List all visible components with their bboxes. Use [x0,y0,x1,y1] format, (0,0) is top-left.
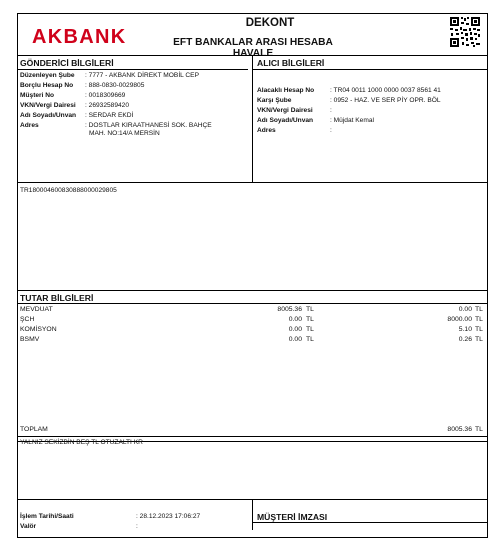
signature-title: MÜŞTERİ İMZASI [257,512,328,522]
amounts-title-underline [17,303,488,304]
receiver-tax-label: VKN/Vergi Dairesi [257,107,313,114]
valor-value: : [136,523,138,530]
amount-row-col1: 8005.36 [277,306,302,313]
amount-row-col2-unit: TL [475,306,483,313]
sender-tax-value: : 26932589420 [85,102,130,109]
sender-account-label: Borçlu Hesap No [20,82,74,89]
receiver-account-label: Alacaklı Hesap No [257,87,315,94]
sender-tax-label: VKN/Vergi Dairesi [20,102,76,109]
amount-row-label: KOMİSYON [20,326,57,333]
receiver-account-value: : TR04 0011 1000 0000 0037 8561 41 [330,87,441,94]
sender-address-value-line2: MAH. NO:14/A MERSİN [89,130,160,137]
amount-row-col1-unit: TL [306,316,314,323]
qr-code-icon [449,16,481,48]
party-divider [252,55,253,182]
amounts-section-title: TUTAR BİLGİLERİ [20,293,94,303]
total-divider [17,436,488,437]
receiver-address-label: Adres [257,127,276,134]
amount-row-col2-unit: TL [475,316,483,323]
sender-section-title: GÖNDERİCİ BİLGİLERİ [20,58,114,68]
sender-branch-label: Düzenleyen Şube [20,72,75,79]
receiver-branch-value: : 0952 - HAZ. VE SER PİY OPR. BÖL [330,97,441,104]
amount-row-col2: 0.26 [458,336,472,343]
sender-customer-no-value: : 0018309669 [85,92,126,99]
receiver-branch-label: Karşı Şube [257,97,292,104]
transaction-datetime-value: : 28.12.2023 17:06:27 [136,513,201,520]
bank-logo: AKBANK [32,26,127,48]
amount-row-col2-unit: TL [475,326,483,333]
sender-title-underline [17,69,248,70]
amount-row-col2-unit: TL [475,336,483,343]
amount-in-words: YALNIZ SEKİZBİN BEŞ TL OTUZALTI KR [20,439,143,446]
parties-bottom-divider [17,182,488,183]
sender-account-value: : 888-0830-0029805 [85,82,145,89]
amount-row-col2: 5.10 [458,326,472,333]
transaction-datetime-label: İşlem Tarihi/Saati [20,513,74,520]
amount-row-col2: 0.00 [458,306,472,313]
amount-row-col1: 0.00 [288,336,302,343]
amount-row-label: ŞCH [20,316,35,323]
valor-label: Valör [20,523,37,530]
reference-bottom-divider [17,290,488,291]
transaction-reference: TR180004600830888000029805 [20,187,117,194]
amount-row-col1: 0.00 [288,316,302,323]
amount-row-col2: 8000.00 [447,316,472,323]
sender-name-value: : SERDAR EKDİ [85,112,134,119]
amount-row-label: BSMV [20,336,40,343]
receiver-name-label: Adı Soyadı/Unvan [257,117,314,124]
sender-address-value: : DOSTLAR KIRAATHANESİ SOK. BAHÇE [85,122,212,129]
sender-name-label: Adı Soyadı/Unvan [20,112,77,119]
amount-row-col1-unit: TL [306,326,314,333]
sender-branch-value: : 7777 - AKBANK DİREKT MOBİL CEP [85,72,199,79]
receiver-address-value: : [330,127,332,134]
receiver-name-value: : Müjdat Kemal [330,117,374,124]
receiver-section-title: ALICI BİLGİLERİ [257,58,325,68]
total-value-unit: TL [475,426,483,433]
amount-row-label: MEVDUAT [20,306,53,313]
total-label: TOPLAM [20,426,48,433]
amount-row-col1-unit: TL [306,336,314,343]
amount-row-col1-unit: TL [306,306,314,313]
receiver-title-underline [252,69,488,70]
sender-address-label: Adres [20,122,39,129]
receiver-tax-value: : [330,107,332,114]
total-value: 8005.36 [447,426,472,433]
signature-title-underline [252,522,488,523]
amount-row-col1: 0.00 [288,326,302,333]
document-title: DEKONT [245,17,295,29]
sender-customer-no-label: Müşteri No [20,92,55,99]
footer-divider [252,499,253,530]
document-subtitle: EFT BANKALAR ARASI HESABA HAVALE [173,37,333,59]
